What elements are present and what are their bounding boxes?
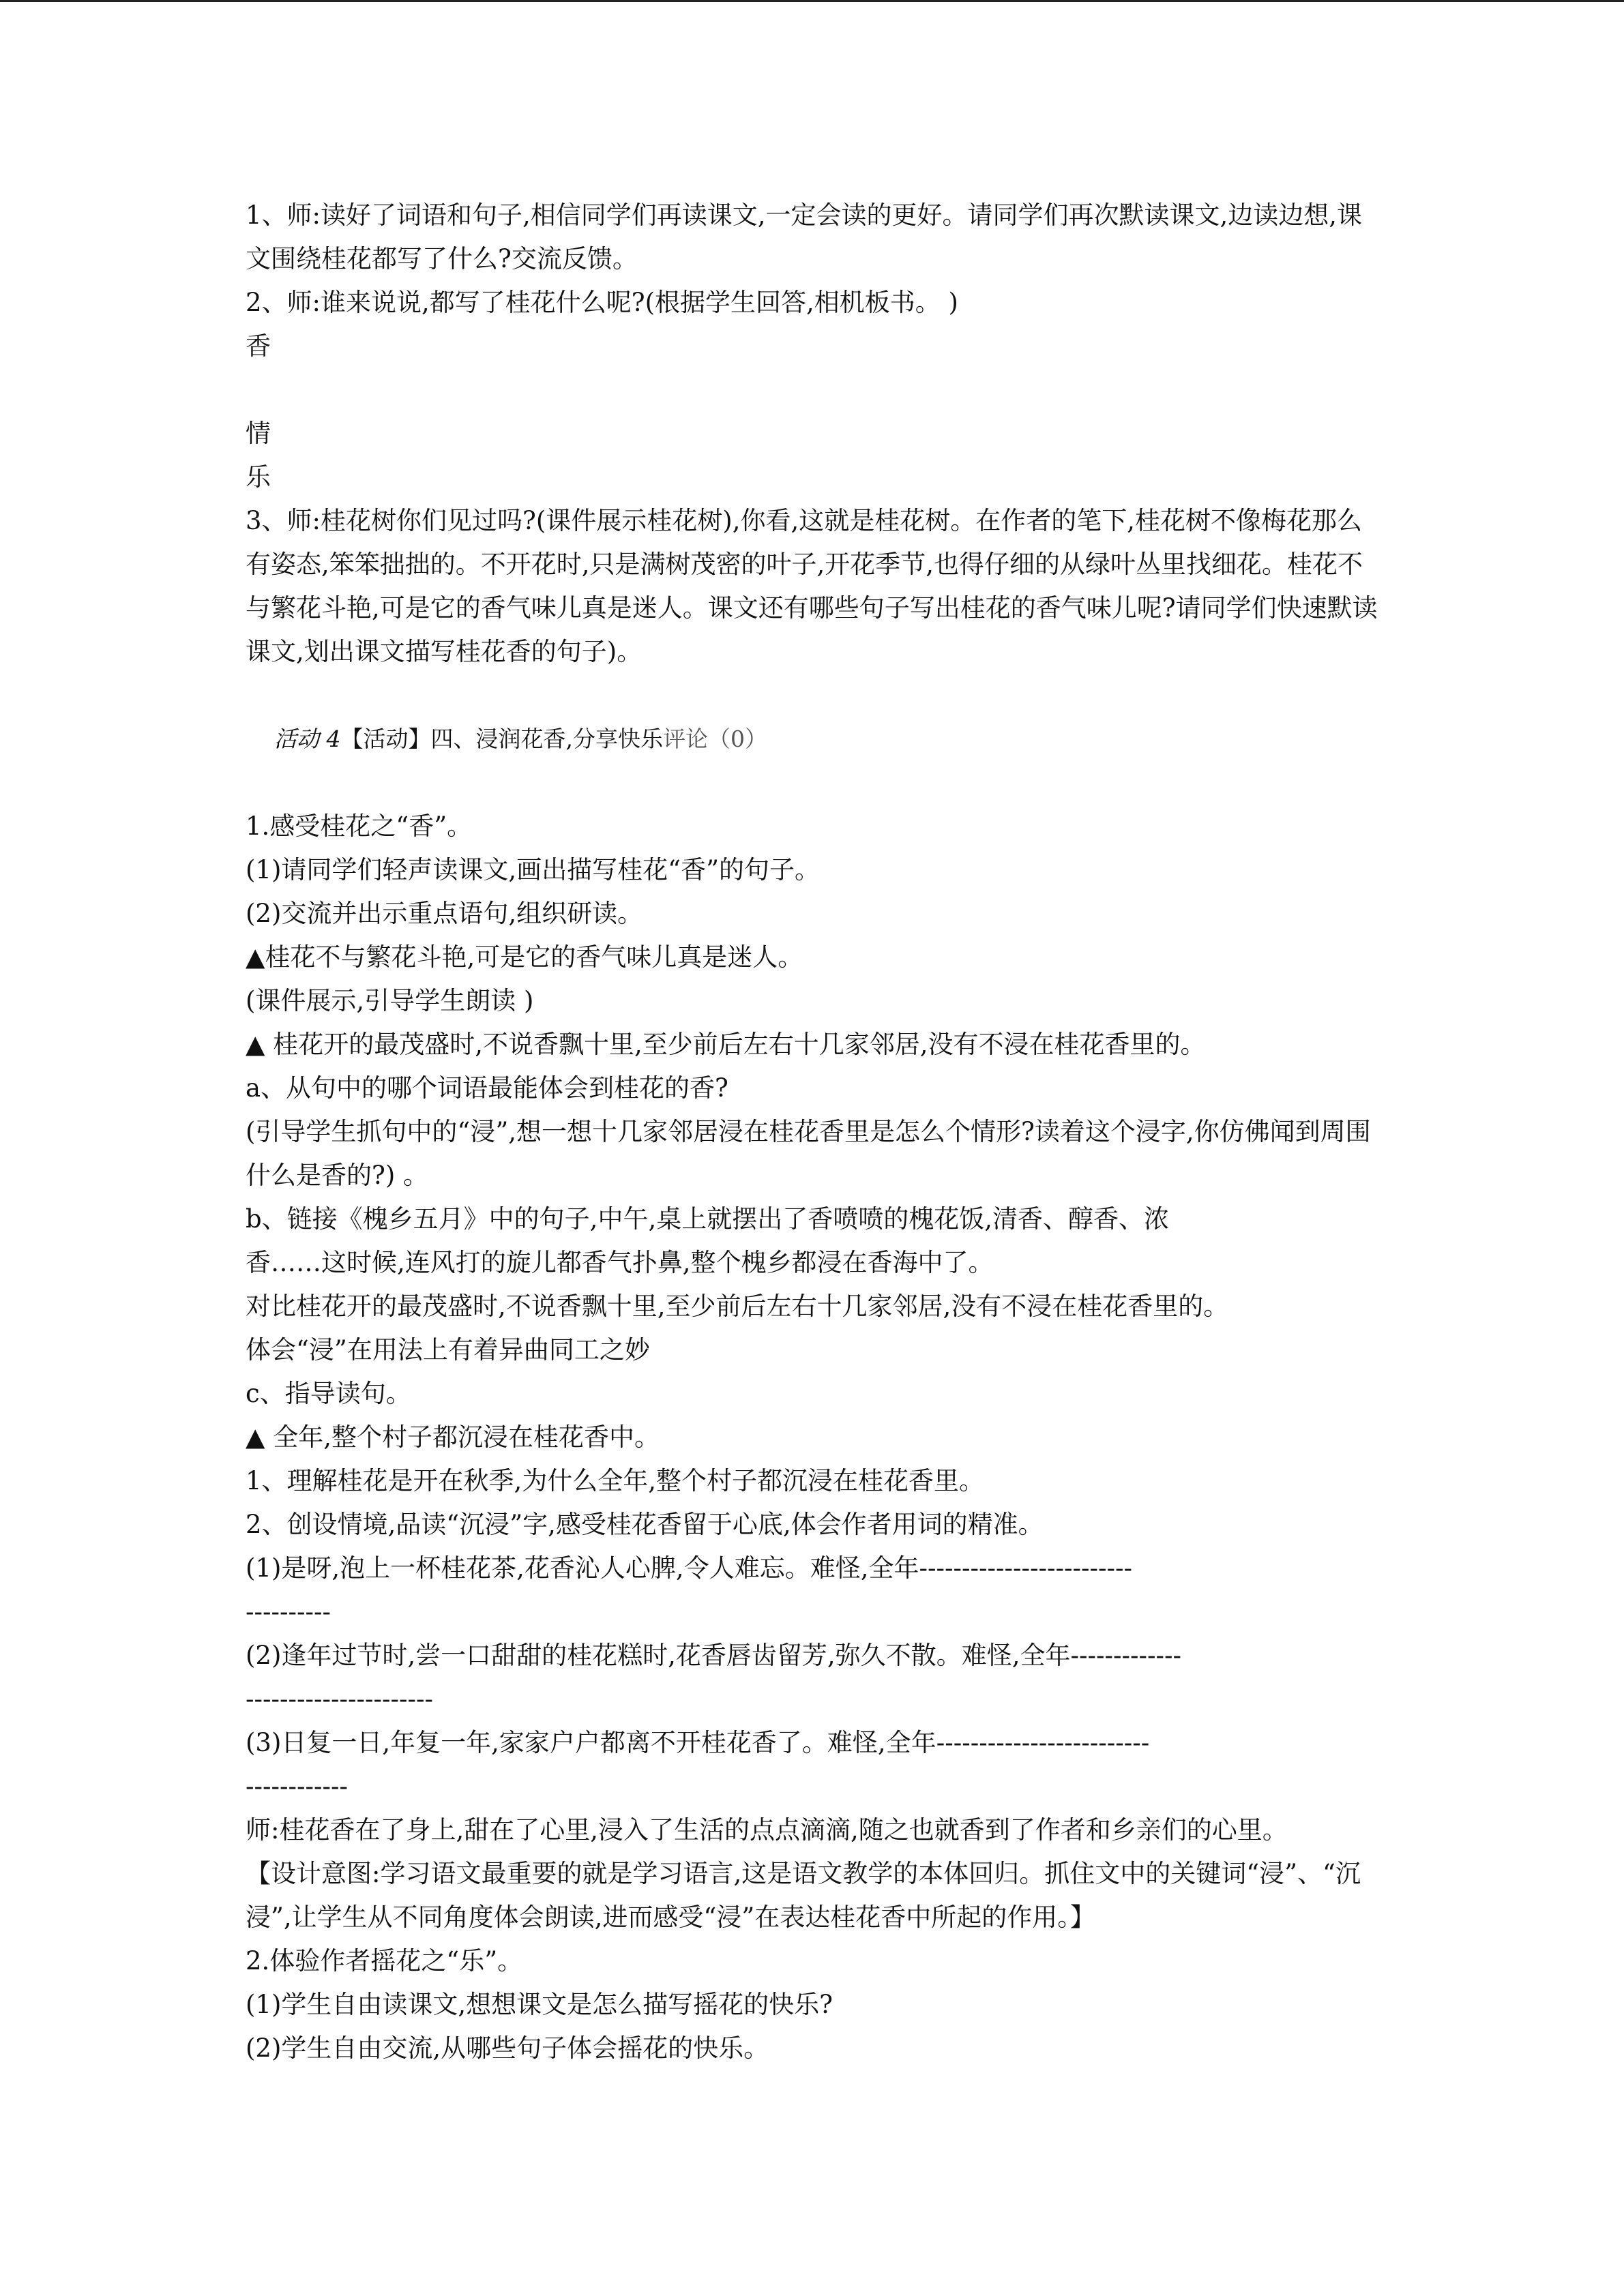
activity-heading bbox=[246, 674, 1378, 805]
paragraph: (2)交流并出示重点语句,组织研读。 bbox=[246, 899, 643, 928]
design-intent: 【设计意图:学习语文最重要的就是学习语言,这是语文教学的本体回归。抓住文中的关键词“浸”、“沉浸”,让学生从不同角度体会朗读,进而感受“浸”在表达桂花香中所起的作用。】 bbox=[246, 1859, 1361, 1932]
paragraph: 香……这时候,连风打的旋儿都香气扑鼻,整个槐乡都浸在香海中了。 bbox=[246, 1248, 994, 1277]
fill-in-line: ------------ bbox=[246, 1772, 349, 1801]
fill-in-line: ---------------------- bbox=[246, 1684, 434, 1714]
activity-title: 四、浸润花香,分享快乐 bbox=[430, 726, 663, 752]
board-note: 情 bbox=[246, 419, 271, 448]
activity-comment-link[interactable]: 评论（0） bbox=[662, 726, 767, 752]
paragraph: (1)请同学们轻声读课文,画出描写桂花“香”的句子。 bbox=[246, 855, 821, 884]
paragraph: ▲ 桂花开的最茂盛时,不说香飘十里,至少前后左右十几家邻居,没有不浸在桂花香里的。 bbox=[246, 1030, 1206, 1059]
paragraph: 1、师:读好了词语和句子,相信同学们再读课文,一定会读的更好。请同学们再次默读课文,边读边想,课文围绕桂花都写了什么?交流反馈。 bbox=[246, 200, 1363, 273]
paragraph: (1)学生自由读课文,想想课文是怎么描写摇花的快乐? bbox=[246, 1990, 833, 2019]
board-note: 香 bbox=[246, 331, 271, 361]
blank-line bbox=[246, 368, 1378, 412]
fill-in-line: (2)逢年过节时,尝一口甜甜的桂花糕时,花香唇齿留芳,弥久不散。难怪,全年------------- bbox=[246, 1641, 1181, 1670]
paragraph: 3、师:桂花树你们见过吗?(课件展示桂花树),你看,这就是桂花树。在作者的笔下,桂花树不像梅花那么有姿态,笨笨拙拙的。不开花时,只是满树茂密的叶子,开花季节,也得仔细的从绿叶丛里找细花。桂花不与繁花斗艳,可是它的香气味儿真是迷人。课文还有哪些句子写出桂花的香气味儿呢?请同学们快速默读课文,划出课文描写桂花香的句子)。 bbox=[246, 506, 1378, 666]
document-body bbox=[246, 194, 1378, 2070]
paragraph: 师:桂花香在了身上,甜在了心里,浸入了生活的点点滴滴,随之也就香到了作者和乡亲们的心里。 bbox=[246, 1815, 1288, 1845]
fill-in-line: (1)是呀,泡上一杯桂花茶,花香沁人心脾,令人难忘。难怪,全年------------------------- bbox=[246, 1553, 1133, 1583]
paragraph: 1、理解桂花是开在秋季,为什么全年,整个村子都沉浸在桂花香里。 bbox=[246, 1466, 985, 1495]
fill-in-line: ---------- bbox=[246, 1597, 331, 1626]
paragraph: c、指导读句。 bbox=[246, 1379, 411, 1408]
paragraph: 体会“浸”在用法上有着异曲同工之妙 bbox=[246, 1335, 650, 1365]
top-border-line bbox=[0, 0, 1624, 2]
fill-in-line: (3)日复一日,年复一年,家家户户都离不开桂花香了。难怪,全年------------------------- bbox=[246, 1728, 1150, 1757]
paragraph: ▲桂花不与繁花斗艳,可是它的香气味儿真是迷人。 bbox=[246, 942, 803, 972]
board-note: 乐 bbox=[246, 462, 271, 492]
paragraph: b、链接《槐乡五月》中的句子,中午,桌上就摆出了香喷喷的槐花饭,清香、醇香、浓 bbox=[246, 1204, 1169, 1234]
activity-tag: 【活动】 bbox=[340, 726, 431, 752]
paragraph: (2)学生自由交流,从哪些句子体会摇花的快乐。 bbox=[246, 2033, 769, 2063]
paragraph: (课件展示,引导学生朗读 ) bbox=[246, 986, 534, 1015]
paragraph: (引导学生抓句中的“浸”,想一想十几家邻居浸在桂花香里是怎么个情形?读着这个浸字,你仿佛闻到周围什么是香的?) 。 bbox=[246, 1117, 1371, 1190]
paragraph: 对比桂花开的最茂盛时,不说香飘十里,至少前后左右十几家邻居,没有不浸在桂花香里的。 bbox=[246, 1292, 1229, 1321]
paragraph: 2.体验作者摇花之“乐”。 bbox=[246, 1946, 523, 1976]
paragraph: 2、师:谁来说说,都写了桂花什么呢?(根据学生回答,相机板书。 ) bbox=[246, 288, 958, 317]
paragraph: 2、创设情境,品读“沉浸”字,感受桂花香留于心底,体会作者用词的精准。 bbox=[246, 1510, 1044, 1539]
paragraph: a、从句中的哪个词语最能体会到桂花的香? bbox=[246, 1073, 728, 1103]
paragraph: 1.感受桂花之“香”。 bbox=[246, 811, 473, 841]
paragraph: ▲ 全年,整个村子都沉浸在桂花香中。 bbox=[246, 1422, 660, 1452]
activity-label: 活动 4 bbox=[274, 726, 341, 752]
